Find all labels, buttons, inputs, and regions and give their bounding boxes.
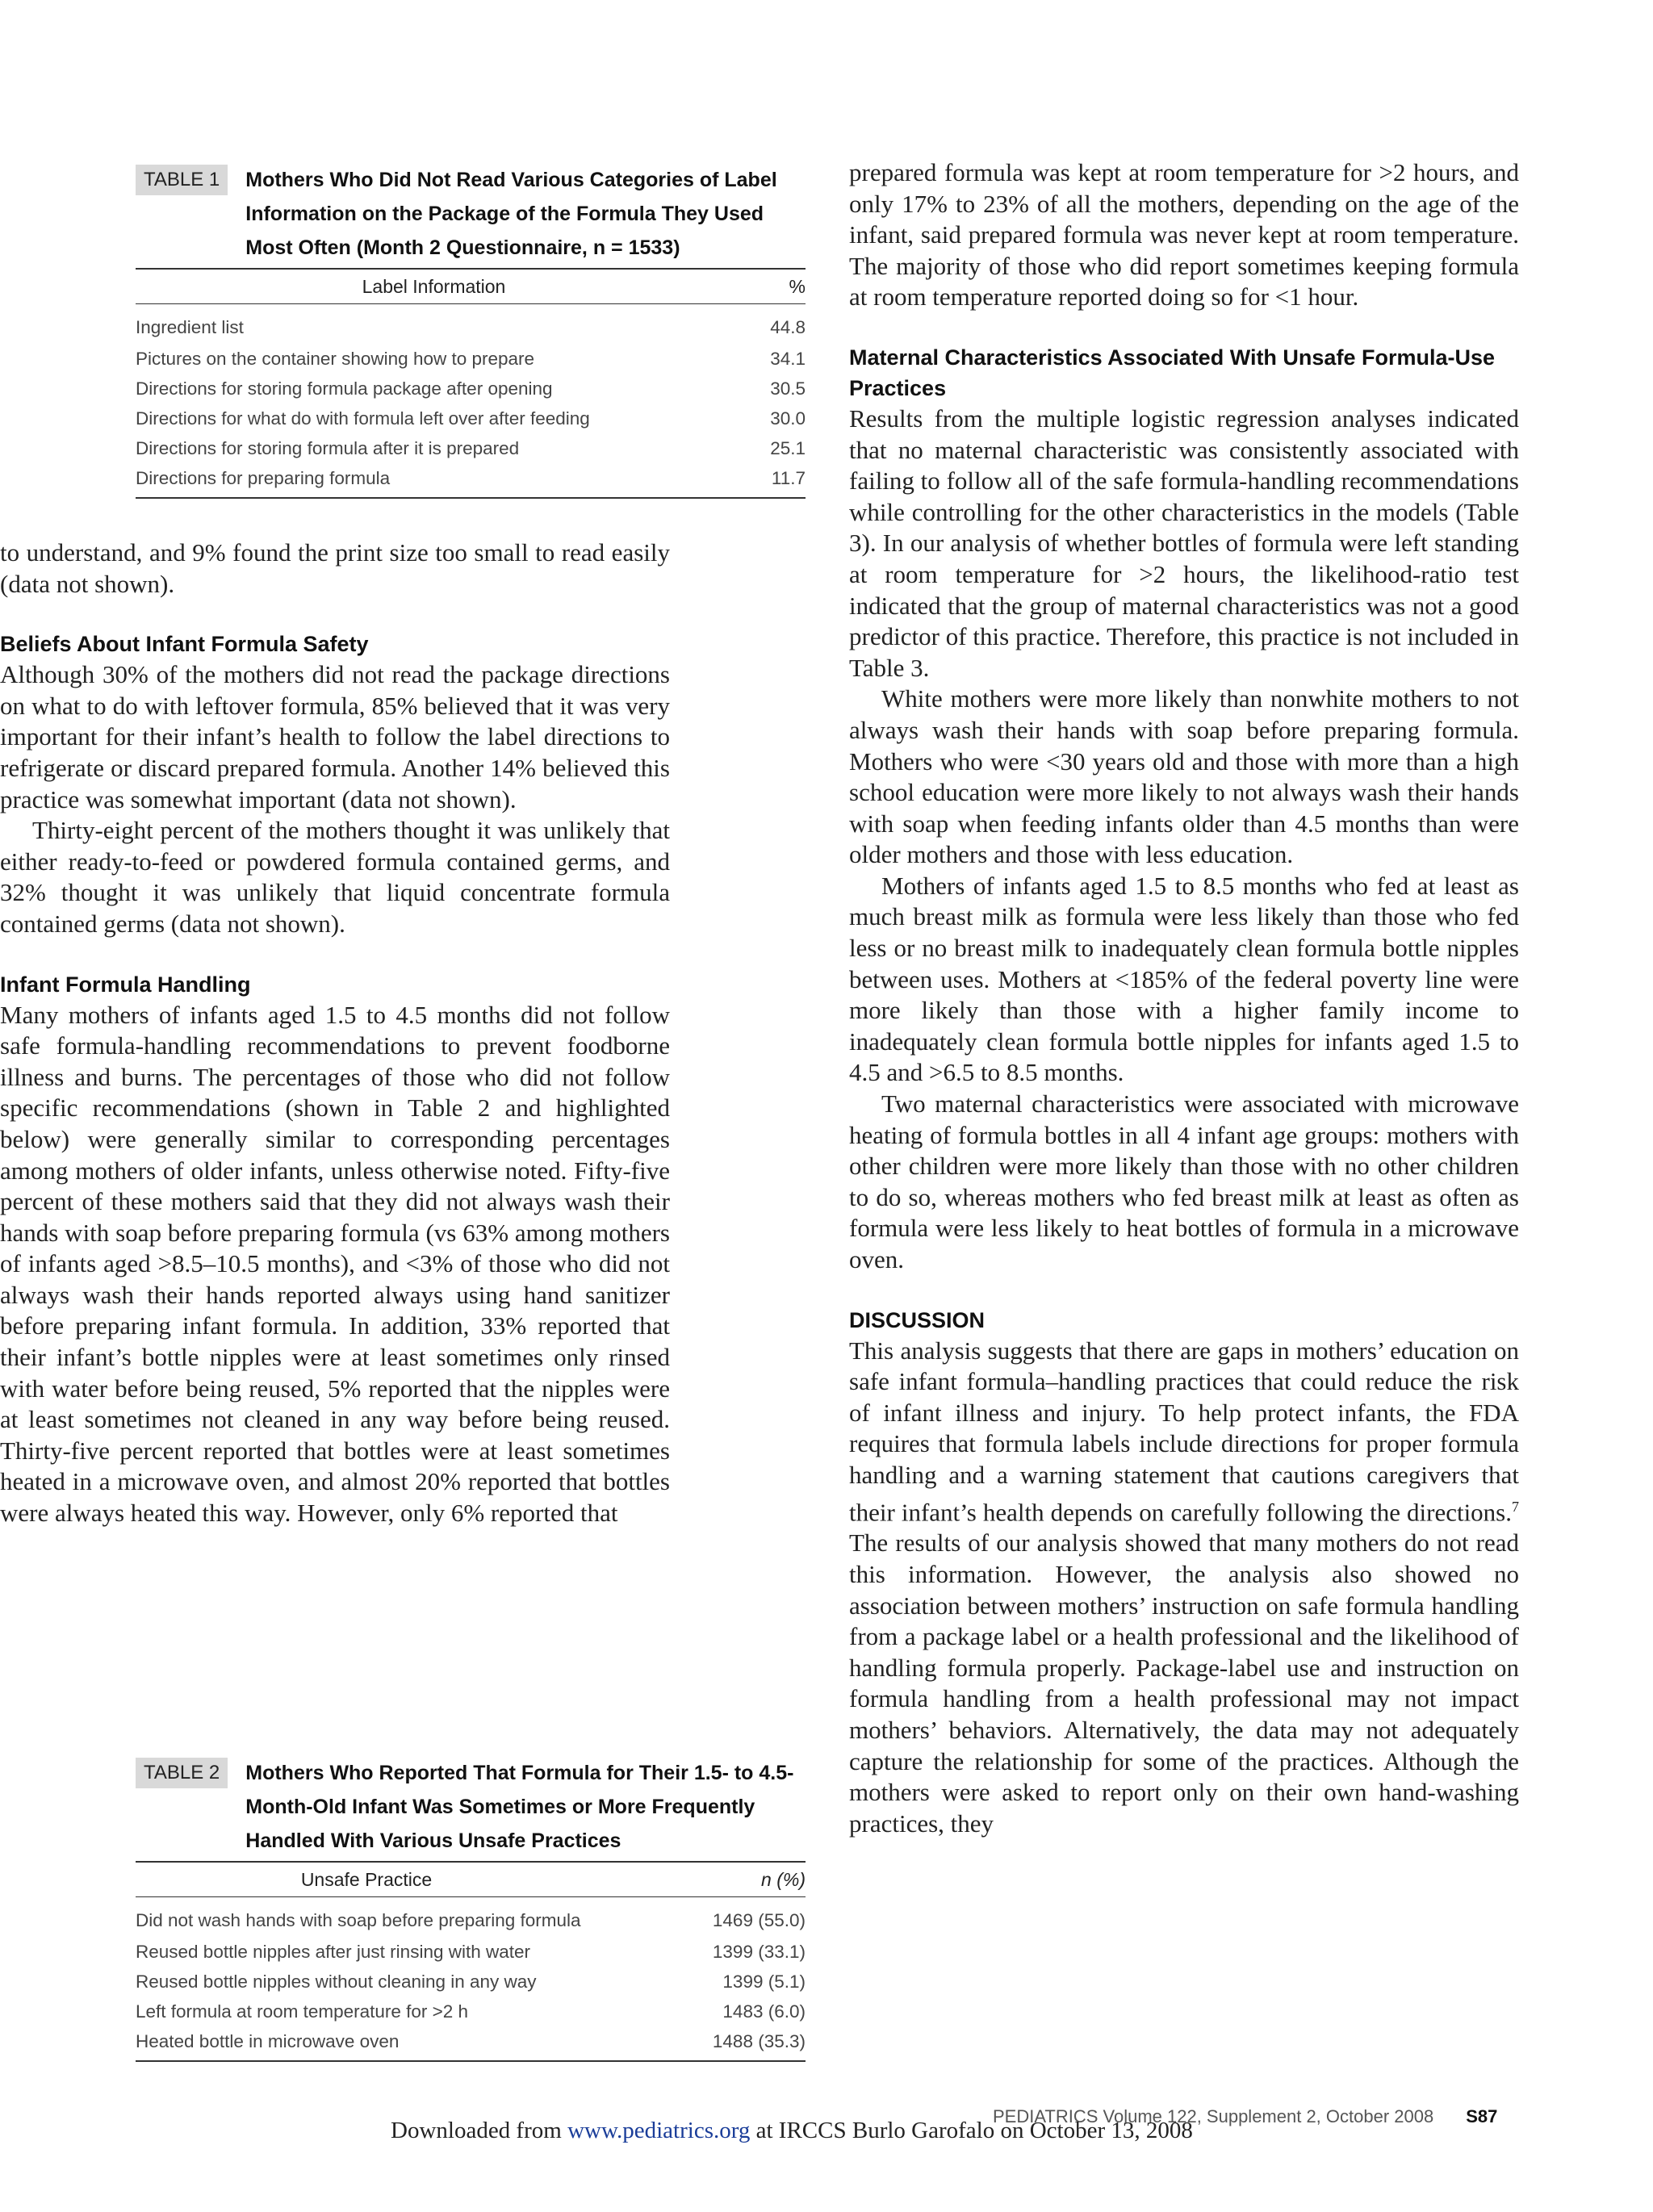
- row-value: 30.5: [770, 378, 806, 399]
- section-heading: DISCUSSION: [849, 1307, 986, 1332]
- row-value: 25.1: [770, 437, 806, 458]
- left-column: [0, 537, 670, 1529]
- table-row: [136, 433, 806, 463]
- row-value: 11.7: [732, 463, 806, 498]
- journal-citation: PEDIATRICS Volume 122, Supplement 2, October 2008: [993, 2106, 1434, 2126]
- table-2-grid: [136, 1861, 806, 2062]
- row-label: Did not wash hands with soap before preparing formula: [136, 1910, 581, 1930]
- row-value: 44.8: [770, 317, 806, 337]
- table-1-label: TABLE 1: [136, 165, 228, 195]
- row-value: 1399 (5.1): [722, 1971, 806, 1992]
- paragraph: Results from the multiple logistic regression analyses indicated that no maternal characteristic was consistently associated with failing to follow all of the safe formula-handling recommendations while controlling for the other characteristics in the models (Table 3). In our analysis of whether bottles of formula were left standing at room temperature for >2 hours, the likelihood-ratio test indicated that the group of maternal characteristics was not a good predictor of this practice. Therefore, this practice is not included in Table 3.: [849, 404, 1519, 682]
- table-row: [136, 1937, 806, 1967]
- row-value: 1399 (33.1): [712, 1941, 806, 1962]
- download-prefix: Downloaded from: [391, 2118, 568, 2143]
- row-label: Directions for storing formula package after opening: [136, 378, 553, 399]
- table-1-col-value: %: [732, 269, 806, 304]
- row-label: Directions for preparing formula: [136, 463, 732, 498]
- table-row: [136, 1897, 806, 1938]
- paragraph: Thirty-eight percent of the mothers thought it was unlikely that either ready-to-feed or powdered formula contained germs, and 32% thought it was unlikely that liquid concentrate formula contained germs (data not shown).: [0, 816, 670, 938]
- row-value: 1483 (6.0): [722, 2001, 806, 2022]
- table-2-body: [136, 1897, 806, 2062]
- row-label: Pictures on the container showing how to prepare: [136, 348, 535, 369]
- table-row: [136, 304, 806, 345]
- download-suffix: at IRCCS Burlo Garofalo on October 13, 2008: [750, 2118, 1193, 2143]
- table-row: [136, 2026, 806, 2061]
- row-label: Heated bottle in microwave oven: [136, 2026, 597, 2061]
- row-value: 1488 (35.3): [597, 2026, 806, 2061]
- table-row: [136, 463, 806, 498]
- paragraph: Although 30% of the mothers did not read the package directions on what to do with leftover formula, 85% believed that it was very important for their infant’s health to follow the label directions to refrigerate or discard prepared formula. Another 14% believed this practice was somewhat important (data not shown).: [0, 660, 670, 813]
- table-2-header: [136, 1758, 806, 1858]
- table-2-label: TABLE 2: [136, 1758, 228, 1788]
- table-2: [136, 1758, 806, 2062]
- paragraph: prepared formula was kept at room temperature for >2 hours, and only 17% to 23% of all the mothers, depending on the age of the infant, said prepared formula was never kept at room temperature. The majority of those who did report sometimes keeping formula at room temperature reported doing so for <1 hour.: [849, 158, 1519, 312]
- row-label: Ingredient list: [136, 317, 244, 337]
- paragraph-text: This analysis suggests that there are gaps in mothers’ education on safe infant formula–handling practices that could reduce the risk of infant illness and injury. To help protect infants, the FDA requires that formula labels include directions for proper formula handling and a warning statement that cautions caregivers that their infant’s health depends on carefully following the directions.: [849, 1336, 1519, 1526]
- row-label: Directions for what do with formula left over after feeding: [136, 408, 590, 429]
- table-row: [136, 1967, 806, 1997]
- table-row: [136, 344, 806, 374]
- table-1-grid: [136, 268, 806, 499]
- row-value: 30.0: [770, 408, 806, 429]
- row-label: Left formula at room temperature for >2 h: [136, 2001, 469, 2022]
- right-column: [849, 157, 1519, 1839]
- table-2-col-value: n (%): [597, 1862, 806, 1897]
- reference-marker: 7: [1512, 1498, 1519, 1515]
- section-heading: Beliefs About Infant Formula Safety: [0, 632, 369, 657]
- paragraph: Two maternal characteristics were associated with microwave heating of formula bottles in all 4 infant age groups: mothers with other children were more likely than those with no other children to do so, whereas mothers who fed breast milk at least as often as formula were less likely to heat bottles of formula in a microwave oven.: [849, 1089, 1519, 1273]
- paragraph: Mothers of infants aged 1.5 to 8.5 months who fed at least as much breast milk as formula were less likely than those who fed less or no breast milk to inadequately clean formula bottle nipples between uses. Mothers at <185% of the federal poverty line were more likely than those with a higher family income to inadequately clean formula bottle nipples for infants aged 1.5 to 4.5 and >6.5 to 8.5 months.: [849, 871, 1519, 1087]
- table-2-col-label: Unsafe Practice: [136, 1862, 597, 1897]
- table-1-col-label: Label Information: [136, 269, 732, 304]
- pediatrics-link[interactable]: www.pediatrics.org: [567, 2118, 751, 2143]
- section-heading: Infant Formula Handling: [0, 972, 251, 997]
- table-row: [136, 1997, 806, 2026]
- row-label: Reused bottle nipples after just rinsing with water: [136, 1941, 531, 1962]
- row-value: 1469 (55.0): [712, 1910, 806, 1930]
- table-1-header: [136, 165, 806, 265]
- paragraph: [849, 1336, 1519, 1840]
- row-label: Reused bottle nipples without cleaning in any way: [136, 1971, 537, 1992]
- page-number: S87: [1466, 2106, 1498, 2126]
- paragraph: Many mothers of infants aged 1.5 to 4.5 months did not follow safe formula-handling recommendations to prevent foodborne illness and burns. The percentages of those who did not follow specific recommendations (shown in Table 2 and highlighted below) were generally similar to corresponding percentages among mothers of older infants, unless otherwise noted. Fifty-five percent of these mothers said that they did not always wash their hands with soap before preparing formula (vs 63% among mothers of infants aged >8.5–10.5 months), and <3% of those who did not always wash their hands reported always using hand sanitizer before preparing infant formula. In addition, 33% reported that their infant’s bottle nipples were at least sometimes only rinsed with water before being reused, 5% reported that the nipples were at least sometimes not cleaned in any way before being reused. Thirty-five percent reported that bottles were at least sometimes heated in a microwave oven, and almost 20% reported that bottles were always heated this way. However, only 6% reported that: [0, 1000, 670, 1528]
- paragraph: to understand, and 9% found the print size too small to read easily (data not shown).: [0, 538, 670, 598]
- paragraph: White mothers were more likely than nonwhite mothers to not always wash their hands with soap before preparing formula. Mothers who were <30 years old and those with more than a high school education were more likely to not always wash their hands with soap when feeding infants older than 4.5 months than were older mothers and those with less education.: [849, 684, 1519, 869]
- table-2-title: Mothers Who Reported That Formula for Their 1.5- to 4.5-Month-Old Infant Was Sometimes or More Frequently Handled With Various Unsafe Practices: [245, 1762, 794, 1852]
- paragraph-text-cont: The results of our analysis showed that many mothers do not read this information. However, the analysis also showed no association between mothers’ instruction on safe formula handling from a package label or a health professional and the likelihood of handling formula properly. Package-label use and instruction on formula handling from a health professional may not impact mothers’ behaviors. Alternatively, the data may not adequately capture the relationship for some of the practices. Although the mothers were asked to report only on their own hand-washing practices, they: [849, 1528, 1519, 1838]
- row-label: Directions for storing formula after it is prepared: [136, 437, 520, 458]
- section-heading: Maternal Characteristics Associated With Unsafe Formula-Use Practices: [849, 345, 1495, 400]
- table-1-body: [136, 304, 806, 499]
- table-row: [136, 404, 806, 433]
- download-notice: [391, 2118, 1193, 2144]
- table-1-title: Mothers Who Did Not Read Various Categories of Label Information on the Package of the Formula They Used Most Often (Month 2 Questionnaire, n = 1533): [245, 169, 777, 259]
- table-1: [136, 165, 806, 499]
- table-row: [136, 374, 806, 404]
- row-value: 34.1: [770, 348, 806, 369]
